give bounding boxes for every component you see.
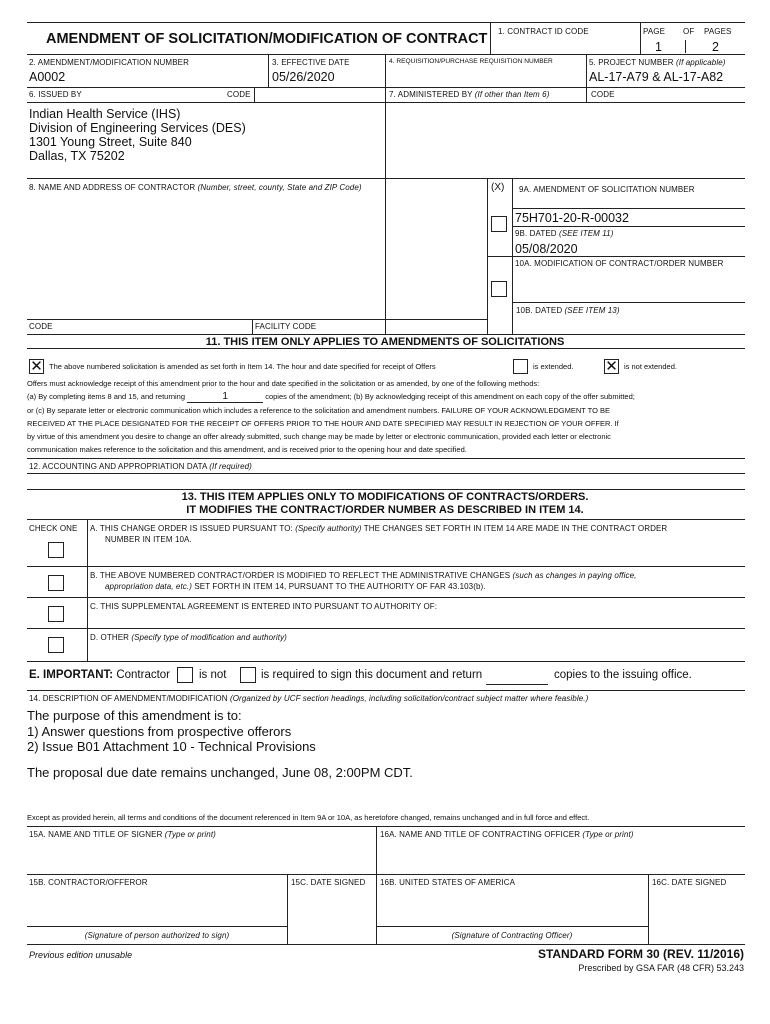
box6-code-label: CODE [227, 90, 251, 99]
box16b-label: 16B. UNITED STATES OF AMERICA [380, 878, 516, 887]
item13-heading1: 13. THIS ITEM APPLIES ONLY TO MODIFICATIONS OF CONTRACTS/ORDERS. [181, 491, 589, 503]
box10a-label: 10A. MODIFICATION OF CONTRACT/ORDER NUMBER [515, 259, 724, 268]
item13b-text: B. THE ABOVE NUMBERED CONTRACT/ORDER IS MODIFIED TO REFLECT THE ADMINISTRATIVE CHANGES (such as changes in paying office, [90, 571, 637, 580]
is-extended-label: is extended. [533, 362, 574, 371]
issuer-line: Division of Engineering Services (DES) [29, 121, 246, 135]
item14-label: 14. DESCRIPTION OF AMENDMENT/MODIFICATION (Organized by UCF section headings, including solicitation/contract subject matter where feasible.) [29, 694, 589, 703]
important-line: E. IMPORTANT: Contractor [29, 669, 171, 681]
item11-para3: or (c) By separate letter or electronic communication which includes a reference to the solicitation and amendment numbers. FAILURE OF YOUR ACKNOWLEDGMENT TO BE [27, 406, 611, 415]
not-extended-checkbox[interactable]: ✕ [605, 358, 618, 375]
description-line: The purpose of this amendment is to: [27, 708, 242, 723]
item13b-checkbox[interactable] [48, 575, 64, 591]
amended-checkbox[interactable]: ✕ [30, 358, 43, 375]
item11-para6: communication makes reference to the solicitation and this amendment, and is received prior to the opening hour and date specified. [27, 445, 467, 454]
box16c-label: 16C. DATE SIGNED [652, 878, 727, 887]
box9b-label: 9B. DATED (SEE ITEM 11) [515, 229, 614, 238]
except-clause: Except as provided herein, all terms and conditions of the document referenced in Item 9A or 10A, as heretofore changed, remains unchanged and in full force and effect. [27, 813, 590, 822]
due-date-note: The proposal due date remains unchanged, June 08, 2:00PM CDT. [27, 765, 413, 780]
issuer-address[interactable] [29, 107, 246, 163]
issuer-line: Dallas, TX 75202 [29, 149, 125, 163]
officer-signature-note: (Signature of Contracting Officer) [451, 931, 573, 940]
solicitation-number[interactable]: 75H701-20-R-00032 [515, 211, 629, 225]
extended-checkbox[interactable] [513, 359, 528, 374]
item13d-text: D. OTHER (Specify type of modification and authority) [90, 633, 287, 642]
box7-code-label: CODE [591, 90, 615, 99]
issuer-line: 1301 Young Street, Suite 840 [29, 135, 192, 149]
is-not-extended-label: is not extended. [624, 362, 677, 371]
box5-label: 5. PROJECT NUMBER (If applicable) [589, 58, 726, 67]
description-line: 1) Answer questions from prospective offerors [27, 723, 292, 739]
box1-label: 1. CONTRACT ID CODE [498, 27, 589, 36]
item13c-text: C. THIS SUPPLEMENTAL AGREEMENT IS ENTERED INTO PURSUANT TO AUTHORITY OF: [90, 602, 438, 611]
copies-count[interactable]: 1 [187, 391, 263, 403]
page-number: 1 [655, 40, 662, 54]
item11-para5: by virtue of this amendment you desire to change an offer already submitted, such change may be made by letter or electronic communication, provided each letter or electronic [27, 432, 611, 441]
box10b-label: 10B. DATED (SEE ITEM 13) [516, 306, 620, 315]
box10a-checkbox[interactable] [491, 281, 507, 297]
item11-para2: (a) By completing items 8 and 15, and returning 1 copies of the amendment; (b) By acknowledging receipt of this amendment on each copy of the offer submitted; [27, 391, 635, 402]
check-one-label: CHECK ONE [29, 524, 78, 533]
box16a-label: 16A. NAME AND TITLE OF CONTRACTING OFFICER (Type or print) [380, 830, 634, 839]
box8-code-label: CODE [29, 322, 53, 331]
return-copies-field[interactable] [486, 684, 548, 685]
page-divider [685, 40, 686, 53]
box9a-label: 9A. AMENDMENT OF SOLICITATION NUMBER [519, 185, 695, 194]
contractor-required-checkbox[interactable] [240, 667, 256, 683]
item13-heading2: IT MODIFIES THE CONTRACT/ORDER NUMBER AS DESCRIBED IN ITEM 14. [186, 504, 584, 516]
page-label: PAGE [643, 27, 666, 36]
box8-label: 8. NAME AND ADDRESS OF CONTRACTOR (Number, street, county, State and ZIP Code) [29, 183, 362, 192]
item11-para1: Offers must acknowledge receipt of this amendment prior to the hour and date specified in the solicitation or as amended, by one of the following methods: [27, 379, 540, 388]
description-line: 2) Issue B01 Attachment 10 - Technical Provisions [27, 739, 316, 754]
item12-label: 12. ACCOUNTING AND APPROPRIATION DATA (If required) [29, 462, 252, 471]
previous-edition-note: Previous edition unusable [29, 950, 133, 960]
form-title: AMENDMENT OF SOLICITATION/MODIFICATION OF CONTRACT [46, 31, 488, 47]
box7-label: 7. ADMINISTERED BY (If other than Item 6) [389, 90, 550, 99]
amendment-number[interactable]: A0002 [29, 70, 66, 84]
box15c-label: 15C. DATE SIGNED [291, 878, 366, 887]
box2-label: 2. AMENDMENT/MODIFICATION NUMBER [29, 58, 189, 67]
of-label: OF [683, 27, 695, 36]
item11-line1: The above numbered solicitation is amended as set forth in Item 14. The hour and date specified for receipt of Offers [49, 362, 436, 371]
prescribed-by: Prescribed by GSA FAR (48 CFR) 53.243 [578, 963, 744, 973]
item13a-checkbox[interactable] [48, 542, 64, 558]
box4-label: 4. REQUISITION/PURCHASE REQUISITION NUMBER [389, 58, 553, 65]
project-number[interactable]: AL-17-A79 & AL-17-A82 [589, 70, 724, 84]
facility-code-label: FACILITY CODE [255, 322, 317, 331]
pages-label: PAGES [704, 27, 732, 36]
pages-total: 2 [712, 40, 719, 54]
copies-label: copies to the issuing office. [554, 669, 692, 681]
item13c-checkbox[interactable] [48, 606, 64, 622]
item11-para4: RECEIVED AT THE PLACE DESIGNATED FOR THE RECEIPT OF OFFERS PRIOR TO THE HOUR AND DATE SPECIFIED MAY RESULT IN REJECTION OF YOUR OFFER. If [27, 419, 619, 428]
item14-description[interactable] [27, 708, 316, 755]
item13b-text2: appropriation data, etc.) SET FORTH IN ITEM 14, PURSUANT TO THE AUTHORITY OF FAR 43.103(b). [105, 582, 486, 591]
solicitation-date[interactable]: 05/08/2020 [515, 242, 578, 256]
is-not-label: is not [199, 669, 227, 681]
item13d-checkbox[interactable] [48, 637, 64, 653]
contractor-signature-note: (Signature of person authorized to sign) [84, 931, 230, 940]
item11-heading: 11. THIS ITEM ONLY APPLIES TO AMENDMENTS OF SOLICITATIONS [205, 336, 565, 348]
is-required-label: is required to sign this document and return [261, 669, 483, 681]
box15a-label: 15A. NAME AND TITLE OF SIGNER (Type or print) [29, 830, 216, 839]
item13a-text2: NUMBER IN ITEM 10A. [105, 535, 192, 544]
form-number: STANDARD FORM 30 (REV. 11/2016) [537, 947, 744, 961]
box3-label: 3. EFFECTIVE DATE [272, 58, 350, 67]
issuer-line: Indian Health Service (IHS) [29, 107, 181, 121]
box9a-checkbox[interactable] [491, 216, 507, 232]
x-column-header: (X) [491, 182, 505, 193]
item13a-text: A. THIS CHANGE ORDER IS ISSUED PURSUANT TO: (Specify authority) THE CHANGES SET FORTH IN ITEM 14 ARE MADE IN THE CONTRACT ORDER [90, 524, 668, 533]
box15b-label: 15B. CONTRACTOR/OFFEROR [29, 878, 148, 887]
contractor-not-required-checkbox[interactable] [177, 667, 193, 683]
effective-date[interactable]: 05/26/2020 [272, 70, 335, 84]
box6-label: 6. ISSUED BY [29, 90, 82, 99]
